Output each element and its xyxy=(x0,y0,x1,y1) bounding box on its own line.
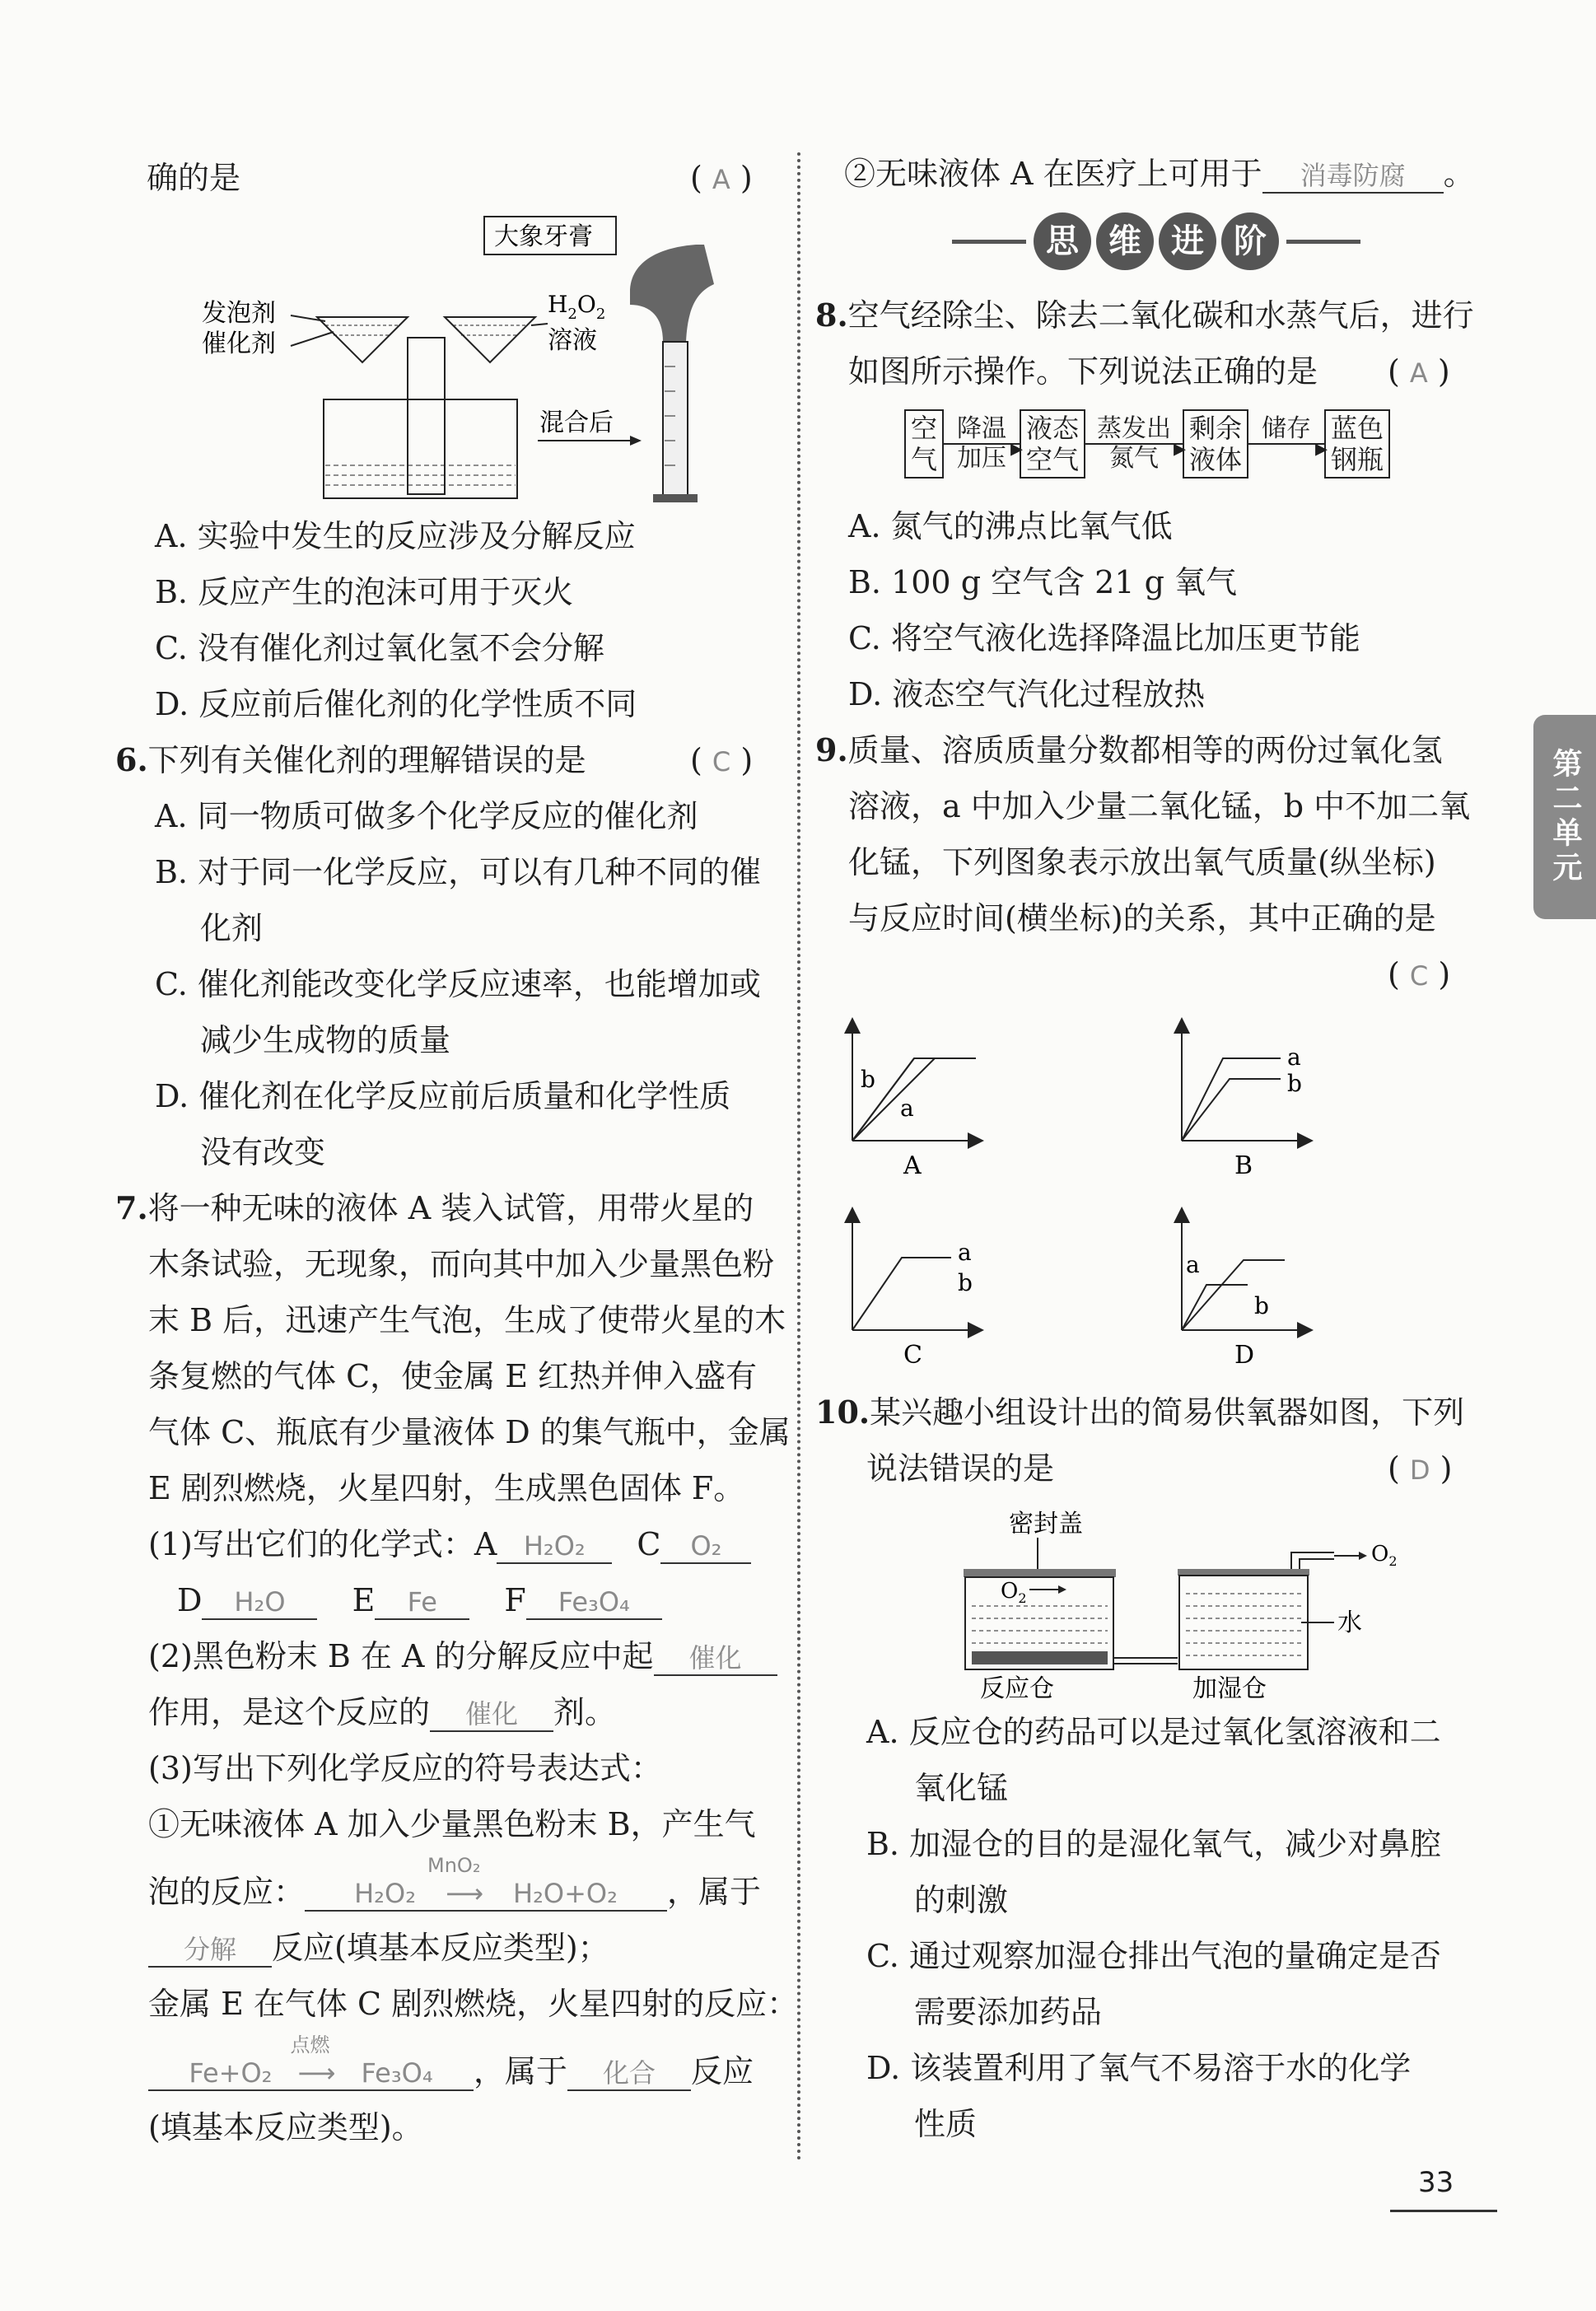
q9-graphs xyxy=(836,1009,1379,1371)
toothpaste-label: 大象牙膏 xyxy=(494,222,593,251)
q8-option-c: C. 将空气液化选择降温比加压更节能 xyxy=(848,620,1360,656)
svg-text:A: A xyxy=(903,1151,922,1180)
humidifier-label: 加湿仓 xyxy=(1192,1674,1267,1701)
q5-option-d: D. 反应前后催化剂的化学性质不同 xyxy=(155,686,637,722)
answer-p2-2: 催化 xyxy=(430,1697,553,1732)
flow-box-blue-cylinder: 蓝色 钢瓶 xyxy=(1324,409,1390,479)
answer-a: H₂O₂ xyxy=(497,1529,612,1564)
water-label: 水 xyxy=(1337,1608,1362,1637)
q6-line-c1: C. 催化剂能改变化学反应速率，也能增加或 xyxy=(155,966,761,1002)
q8-line-1: 8.空气经除尘、除去二氧化碳和水蒸气后，进行 xyxy=(815,296,1474,334)
r1-equation: H₂O₂ MnO₂ ⟶ H₂O+O₂ xyxy=(305,1877,667,1912)
q7-part3-line2: ②无味液体 A 在医疗上可用于 消毒防腐 。 xyxy=(844,156,1475,192)
svg-text:b: b xyxy=(1254,1292,1269,1319)
q9-answer: C xyxy=(1409,960,1429,992)
page-number-underline xyxy=(1390,2210,1497,2212)
q10-option-c2: 需要添加药品 xyxy=(914,1994,1103,2030)
svg-text:a: a xyxy=(900,1095,914,1122)
solution-label: 溶液 xyxy=(548,326,597,355)
svg-text:a: a xyxy=(1287,1043,1301,1071)
flow-box-remaining-liquid: 剩余 液体 xyxy=(1183,409,1248,479)
q8-option-a: A. 氮气的沸点比氧气低 xyxy=(848,508,1173,544)
graph-b xyxy=(1182,1025,1305,1180)
q7-r1-line3: 分解 反应(填基本反应类型)； xyxy=(148,1926,609,1969)
medical-use-answer: 消毒防腐 xyxy=(1262,159,1444,194)
q7-line-6: E 剧烈燃烧，火星四射，生成黑色固体 F。 xyxy=(148,1470,745,1506)
q5-answer-bracket: ( A ) xyxy=(690,160,753,196)
q10-line-1: 10.某兴趣小组设计出的简易供氧器如图，下列 xyxy=(815,1394,1465,1431)
q7-line-5: 气体 C、瓶底有少量液体 D 的集气瓶中，金属 xyxy=(148,1414,791,1450)
reactor-label: 反应仓 xyxy=(980,1674,1054,1701)
q6-answer: C xyxy=(712,746,731,777)
q6-answer-bracket: ( C ) xyxy=(690,742,754,778)
q7-line-1: 7.将一种无味的液体 A 装入试管，用带火星的 xyxy=(115,1189,754,1226)
q10-answer-bracket: ( D ) xyxy=(1388,1450,1453,1487)
q6-line-a: A. 同一物质可做多个化学反应的催化剂 xyxy=(155,798,698,834)
q7-r1-line2: 泡的反应： H₂O₂ MnO₂ ⟶ H₂O+O₂ ，属于 xyxy=(148,1854,762,1910)
q6-line-b2: 化剂 xyxy=(200,910,264,946)
svg-text:C: C xyxy=(903,1341,922,1370)
q7-part2-row1: (2)黑色粉末 B 在 A 的分解反应中起 催化 xyxy=(148,1635,777,1678)
seal-cap-label: 密封盖 xyxy=(1009,1510,1083,1538)
q10-answer: D xyxy=(1409,1454,1430,1486)
graph-c xyxy=(852,1215,976,1370)
q8-answer-bracket: ( A ) xyxy=(1388,353,1450,390)
q8-line-2: 如图所示操作。下列说法正确的是 xyxy=(848,353,1318,390)
q10-option-b2: 的刺激 xyxy=(914,1882,1009,1918)
q10-option-d2: 性质 xyxy=(914,2106,978,2142)
q7-part3-title: (3)写出下列化学反应的符号表达式： xyxy=(148,1750,662,1786)
q7-line-3: 末 B 后，迅速产生气泡，生成了使带火星的木 xyxy=(148,1302,786,1338)
q7-r2-line3: (填基本反应类型)。 xyxy=(148,2109,423,2145)
graph-a xyxy=(852,1025,976,1180)
unit-side-tab: 第二单元 xyxy=(1533,715,1596,919)
q7-r1-line1: ①无味液体 A 加入少量黑色粉末 B，产生气 xyxy=(148,1806,756,1842)
q5-answer: A xyxy=(712,164,730,195)
q9-line-2: 溶液，a 中加入少量二氧化锰，b 中不加二氧 xyxy=(848,788,1471,824)
answer-e: Fe xyxy=(375,1585,469,1620)
q5-option-a: A. 实验中发生的反应涉及分解反应 xyxy=(155,518,636,554)
elephant-toothpaste-figure xyxy=(202,210,770,515)
svg-text:b: b xyxy=(1287,1070,1302,1097)
answer-c: O₂ xyxy=(660,1529,751,1564)
svg-text:b: b xyxy=(958,1269,973,1296)
q6-line-b1: B. 对于同一化学反应，可以有几种不同的催 xyxy=(155,854,762,890)
q10-option-a2: 氧化锰 xyxy=(914,1770,1009,1806)
catalyst-label: 催化剂 xyxy=(202,329,276,358)
q6-stem: 6.下列有关催化剂的理解错误的是 xyxy=(115,741,586,778)
q9-line-4: 与反应时间(横坐标)的关系，其中正确的是 xyxy=(848,900,1436,936)
q5-tail-text: 确的是 xyxy=(147,160,241,196)
r2-equation: Fe+O₂ 点燃 ⟶ Fe₃O₄ xyxy=(148,2057,474,2091)
answer-f: Fe₃O₄ xyxy=(526,1585,662,1620)
flow-box-liquid-air: 液态 空气 xyxy=(1020,409,1085,479)
q9-line-1: 9.质量、溶质质量分数都相等的两份过氧化氢 xyxy=(815,731,1443,768)
q7-part1-row1: (1)写出它们的化学式：A H₂O₂ C O₂ xyxy=(148,1523,751,1566)
q7-r2-line1: 金属 E 在气体 C 剧烈燃烧，火星四射的反应： xyxy=(148,1986,799,2022)
q10-option-c1: C. 通过观察加湿仓排出气泡的量确定是否 xyxy=(866,1938,1441,1974)
q7-line-2: 木条试验，无现象，而向其中加入少量黑色粉 xyxy=(148,1246,775,1282)
q9-line-3: 化锰，下列图象表示放出氧气质量(纵坐标) xyxy=(848,844,1436,880)
mixed-label: 混合后 xyxy=(539,409,614,437)
svg-text:a: a xyxy=(958,1239,972,1266)
q5-option-c: C. 没有催化剂过氧化氢不会分解 xyxy=(155,630,604,666)
svg-text:D: D xyxy=(1234,1341,1255,1370)
q10-option-d1: D. 该装置利用了氧气不易溶于水的化学 xyxy=(866,2050,1412,2086)
q7-part2-row2: 作用，是这个反应的 催化 剂。 xyxy=(148,1694,617,1730)
svg-text:O2: $O_2$ xyxy=(1001,1579,1027,1606)
r1-type: 分解 xyxy=(148,1933,272,1968)
q5-option-b: B. 反应产生的泡沫可用于灭火 xyxy=(155,574,574,610)
q7-r2-line2: Fe+O₂ 点燃 ⟶ Fe₃O₄ ，属于 化合 反应 xyxy=(148,2050,754,2093)
foam-agent-label: 发泡剂 xyxy=(202,299,276,328)
air-process-flow: 空 气 降温 ▸ 加压 液态 空气 蒸发出 ▸ 氮气 剩余 液体 储存 ▸ 蓝色 钢瓶 xyxy=(904,409,1390,479)
q9-answer-bracket: ( C ) xyxy=(1388,956,1451,992)
r2-type: 化合 xyxy=(567,2057,691,2091)
q10-option-a1: A. 反应仓的药品可以是过氧化氢溶液和二 xyxy=(866,1714,1441,1750)
svg-text:b: b xyxy=(861,1066,875,1093)
q8-option-b: B. 100 g 空气含 21 g 氧气 xyxy=(848,564,1238,600)
q7-part1-row2: D H₂O E Fe F Fe₃O₄ xyxy=(177,1579,662,1622)
q10-option-b1: B. 加湿仓的目的是湿化氧气，减少对鼻腔 xyxy=(866,1826,1442,1862)
page-number: 33 xyxy=(1418,2166,1454,2199)
q7-line-4: 条复燃的气体 C，使金属 E 红热并伸入盛有 xyxy=(148,1358,758,1394)
flow-box-air: 空 气 xyxy=(904,409,944,479)
q10-line-2: 说法错误的是 xyxy=(866,1450,1055,1487)
svg-text:H2O2: $H_2O_2$ xyxy=(548,291,606,323)
q8-answer: A xyxy=(1409,357,1428,389)
answer-d: H₂O xyxy=(202,1585,317,1620)
q8-option-d: D. 液态空气汽化过程放热 xyxy=(848,676,1206,712)
q6-line-c2: 减少生成物的质量 xyxy=(200,1022,451,1058)
q6-line-d1: D. 催化剂在化学反应前后质量和化学性质 xyxy=(155,1078,731,1114)
svg-text:B: B xyxy=(1234,1151,1253,1180)
answer-p2-1: 催化 xyxy=(654,1641,777,1676)
oxygen-supplier-figure xyxy=(947,1503,1433,1701)
svg-text:a: a xyxy=(1186,1251,1200,1278)
section-title: 思 维 进 阶 xyxy=(947,212,1365,270)
q6-line-d2: 没有改变 xyxy=(200,1134,326,1170)
column-divider xyxy=(797,152,800,2162)
graph-d xyxy=(1182,1215,1305,1370)
svg-text:O2: $O_2$ xyxy=(1371,1542,1398,1569)
